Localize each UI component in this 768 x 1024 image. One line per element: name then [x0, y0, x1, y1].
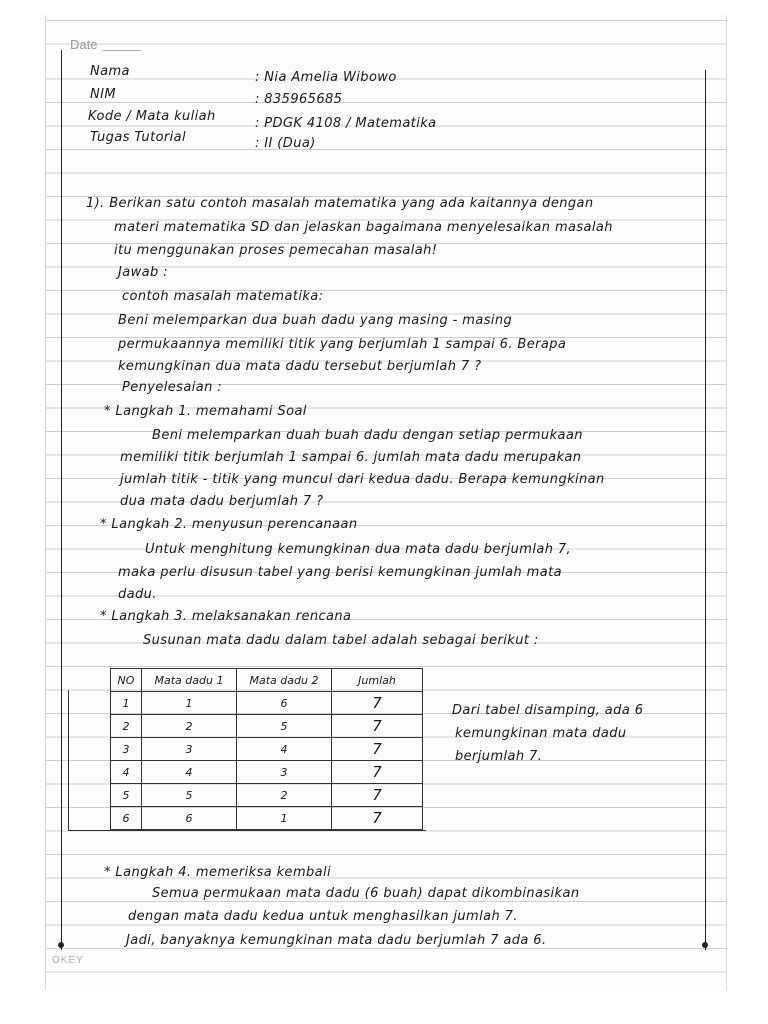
table-cell: 3	[142, 738, 237, 761]
step-4-line-1: Semua permukaan mata dadu (6 buah) dapat dikombinasikan	[152, 886, 580, 901]
table-cell: 4	[142, 761, 237, 784]
table-row	[111, 715, 423, 738]
table-row	[111, 738, 423, 761]
table-cell: 7	[332, 784, 423, 807]
step-2-line-3: dadu.	[118, 587, 157, 602]
date-rule	[103, 50, 141, 51]
table-cell: 1	[142, 692, 237, 715]
step-1-line-3: jumlah titik - titik yang muncul dari kedua dadu. Berapa kemungkinan	[120, 472, 605, 487]
table-header-dadu-1: Mata dadu 1	[142, 669, 237, 692]
step-1-line-4: dua mata dadu berjumlah 7 ?	[120, 494, 324, 509]
header-value-nama: : Nia Amelia Wibowo	[255, 70, 397, 85]
header-label-tugas: Tugas Tutorial	[90, 130, 187, 145]
right-margin-line	[705, 70, 706, 950]
step-2-line-1: Untuk menghitung kemungkinan dua mata dadu berjumlah 7,	[145, 542, 572, 557]
table-header-jumlah: Jumlah	[332, 669, 423, 692]
solution-heading: Penyelesaian :	[122, 380, 223, 395]
table-cell: 2	[142, 715, 237, 738]
table-cell: 6	[111, 807, 142, 830]
step-2-line-2: maka perlu disusun tabel yang berisi kemungkinan jumlah mata	[118, 565, 562, 580]
table-cell: 2	[237, 784, 332, 807]
header-label-nama: Nama	[90, 64, 130, 79]
problem-line-1: Beni melemparkan dua buah dadu yang masing - masing	[118, 313, 513, 328]
table-cell: 3	[237, 761, 332, 784]
header-value-kode: : PDGK 4108 / Matematika	[255, 116, 437, 131]
left-margin-line	[61, 50, 62, 950]
table-header-dadu-2: Mata dadu 2	[237, 669, 332, 692]
question-line-2: materi matematika SD dan jelaskan bagaimana menyelesaikan masalah	[114, 220, 613, 235]
table-cell: 4	[111, 761, 142, 784]
table-cell: 6	[237, 692, 332, 715]
problem-line-3: kemungkinan dua mata dadu tersebut berjumlah 7 ?	[118, 359, 482, 374]
step-1-line-1: Beni melemparkan duah buah dadu dengan setiap permukaan	[152, 428, 583, 443]
margin-dot-right	[702, 942, 708, 948]
table-row	[111, 761, 423, 784]
table-row	[111, 784, 423, 807]
margin-dot-left	[58, 942, 64, 948]
question-line-1: 1). Berikan satu contoh masalah matematika yang ada kaitannya dengan	[86, 196, 594, 211]
step-4-heading: * Langkah 4. memeriksa kembali	[104, 865, 332, 880]
table-outer-rule-left	[68, 690, 69, 830]
step-3-heading: * Langkah 3. melaksanakan rencana	[100, 609, 352, 624]
notebook-brand-logo: OKEY	[52, 955, 84, 966]
problem-line-2: permukaannya memiliki titik yang berjumlah 1 sampai 6. Berapa	[118, 337, 567, 352]
side-note-line-3: berjumlah 7.	[455, 749, 543, 764]
date-label: Date	[70, 37, 98, 52]
table-cell: 7	[332, 715, 423, 738]
header-label-kode: Kode / Mata kuliah	[88, 109, 216, 124]
table-header-no: NO	[111, 669, 142, 692]
table-cell: 6	[142, 807, 237, 830]
step-4-line-2: dengan mata dadu kedua untuk menghasilkan jumlah 7.	[128, 909, 518, 924]
answer-heading: Jawab :	[118, 265, 168, 280]
table-cell: 5	[111, 784, 142, 807]
table-cell: 3	[111, 738, 142, 761]
table-outer-rule-bottom	[68, 830, 426, 831]
step-1-line-2: memiliki titik berjumlah 1 sampai 6. jumlah mata dadu merupakan	[120, 450, 582, 465]
table-cell: 5	[142, 784, 237, 807]
step-3-line-1: Susunan mata dadu dalam tabel adalah sebagai berikut :	[143, 633, 539, 648]
header-value-tugas: : II (Dua)	[255, 136, 316, 151]
header-value-nim: : 835965685	[255, 92, 343, 107]
dice-table	[110, 668, 423, 830]
table-row	[111, 807, 423, 830]
step-2-heading: * Langkah 2. menyusun perencanaan	[100, 517, 358, 532]
step-1-heading: * Langkah 1. memahami Soal	[104, 404, 307, 419]
side-note-line-1: Dari tabel disamping, ada 6	[452, 703, 644, 718]
table-cell: 7	[332, 692, 423, 715]
side-note-line-2: kemungkinan mata dadu	[455, 726, 627, 741]
question-line-3: itu menggunakan proses pemecahan masalah!	[114, 243, 438, 258]
table-row	[111, 692, 423, 715]
table-cell: 1	[237, 807, 332, 830]
step-4-line-3: Jadi, banyaknya kemungkinan mata dadu berjumlah 7 ada 6.	[126, 933, 547, 948]
table-cell: 7	[332, 761, 423, 784]
table-cell: 7	[332, 807, 423, 830]
table-header-row	[111, 669, 423, 692]
table-cell: 1	[111, 692, 142, 715]
header-label-nim: NIM	[90, 87, 116, 102]
table-cell: 4	[237, 738, 332, 761]
table-cell: 2	[111, 715, 142, 738]
example-heading: contoh masalah matematika:	[122, 289, 324, 304]
table-cell: 7	[332, 738, 423, 761]
table-cell: 5	[237, 715, 332, 738]
